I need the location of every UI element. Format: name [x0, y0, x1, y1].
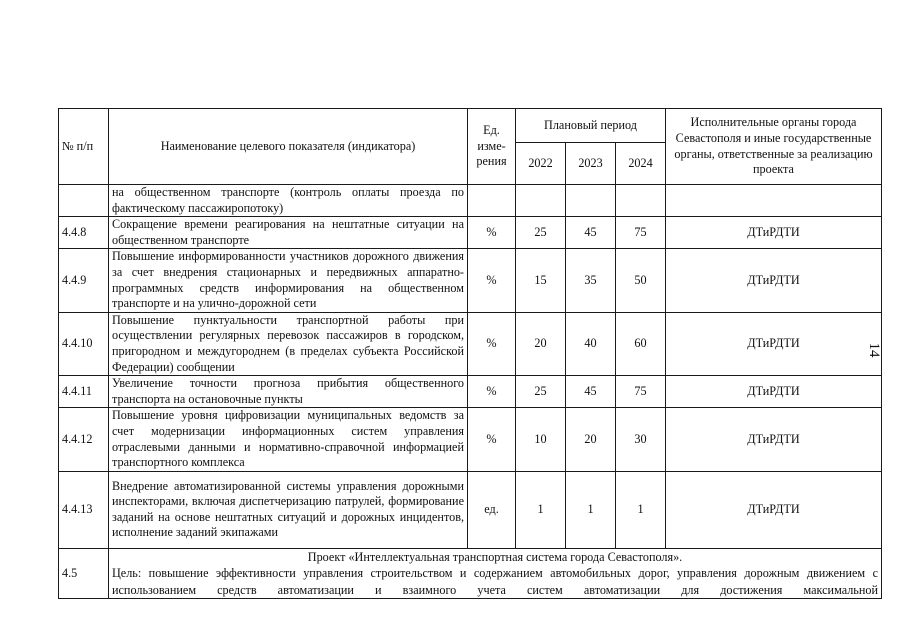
project-num: 4.5: [59, 548, 109, 599]
row-num: [59, 185, 109, 217]
project-row: [59, 548, 882, 599]
row-value-2024: 50: [616, 249, 666, 312]
table-row: [59, 408, 882, 471]
row-value-2022: 1: [516, 471, 566, 548]
row-value-2024: 75: [616, 376, 666, 408]
header-name: Наименование целевого показателя (индикатора): [109, 109, 468, 185]
row-name: Повышение информированности участников дорожного движения за счет внедрения стационарных и передвижных аппаратно-программных средств информирования на общественном транспорте и на улично-дорожной сети: [109, 249, 468, 312]
row-num: 4.4.12: [59, 408, 109, 471]
row-value-2024: 60: [616, 312, 666, 375]
row-name: на общественном транспорте (контроль оплаты проезда по фактическому пассажиропотоку): [109, 185, 468, 217]
row-value-2024: 30: [616, 408, 666, 471]
row-name: Внедрение автоматизированной системы управления дорожными инспекторами, включая диспетчеризацию патрулей, формирование заданий на основе нештатных ситуаций и дорожных инцидентов, исполнение заданий экипажами: [109, 471, 468, 548]
row-num: 4.4.13: [59, 471, 109, 548]
row-name: Повышение пунктуальности транспортной работы при осуществлении регулярных перевозок пассажиров в городском, пригородном и междугороднем (в пределах субъекта Российской Федерации) сообщении: [109, 312, 468, 375]
table-row: [59, 217, 882, 249]
row-executor: ДТиРДТИ: [666, 408, 882, 471]
row-value-2022: 25: [516, 217, 566, 249]
page-number: 14: [866, 342, 882, 358]
table-row: [59, 312, 882, 375]
row-value-2023: [566, 185, 616, 217]
row-unit: %: [468, 312, 516, 375]
row-value-2023: 1: [566, 471, 616, 548]
row-value-2024: 75: [616, 217, 666, 249]
row-unit: %: [468, 408, 516, 471]
table-row: [59, 376, 882, 408]
table-row: [59, 471, 882, 548]
indicators-table: [58, 108, 882, 599]
row-num: 4.4.10: [59, 312, 109, 375]
row-value-2023: 40: [566, 312, 616, 375]
row-executor: [666, 185, 882, 217]
row-name: Увеличение точности прогноза прибытия общественного транспорта на остановочные пункты: [109, 376, 468, 408]
row-value-2024: 1: [616, 471, 666, 548]
row-value-2022: 15: [516, 249, 566, 312]
row-value-2023: 45: [566, 217, 616, 249]
row-num: 4.4.11: [59, 376, 109, 408]
header-year-2023: 2023: [566, 143, 616, 185]
row-value-2024: [616, 185, 666, 217]
row-executor: ДТиРДТИ: [666, 312, 882, 375]
row-unit: ед.: [468, 471, 516, 548]
row-unit: %: [468, 217, 516, 249]
header-plan-period: Плановый период: [516, 109, 666, 143]
row-executor: ДТиРДТИ: [666, 217, 882, 249]
row-num: 4.4.9: [59, 249, 109, 312]
row-unit: %: [468, 249, 516, 312]
table-row: [59, 249, 882, 312]
row-value-2022: 25: [516, 376, 566, 408]
row-name: Сокращение времени реагирования на нештатные ситуации на общественном транспорте: [109, 217, 468, 249]
row-value-2022: [516, 185, 566, 217]
row-value-2023: 20: [566, 408, 616, 471]
header-unit: Ед. изме-рения: [468, 109, 516, 185]
header-year-2024: 2024: [616, 143, 666, 185]
row-value-2023: 35: [566, 249, 616, 312]
header-executors: Исполнительные органы города Севастополя и иные государственные органы, ответственные за реализацию проекта: [666, 109, 882, 185]
row-unit: %: [468, 376, 516, 408]
row-value-2023: 45: [566, 376, 616, 408]
project-goal: Цель: повышение эффективности управления строительством и содержанием автомобильных дорог, управления дорожным движением с использованием средств автоматизации и взаимного учета систем автоматизации для достижения максимальной: [112, 566, 878, 597]
row-unit: [468, 185, 516, 217]
header-row-top: [59, 109, 882, 143]
table-row: [59, 185, 882, 217]
row-value-2022: 20: [516, 312, 566, 375]
header-year-2022: 2022: [516, 143, 566, 185]
row-name: Повышение уровня цифровизации муниципальных ведомств за счет модернизации информационных систем управления отраслевыми данными и нормативно-справочной информацией транспортного комплекса: [109, 408, 468, 471]
row-executor: ДТиРДТИ: [666, 471, 882, 548]
row-num: 4.4.8: [59, 217, 109, 249]
project-description: [109, 548, 882, 599]
row-value-2022: 10: [516, 408, 566, 471]
row-executor: ДТиРДТИ: [666, 249, 882, 312]
row-executor: ДТиРДТИ: [666, 376, 882, 408]
project-title: Проект «Интеллектуальная транспортная система города Севастополя».: [307, 549, 683, 564]
header-num: № п/п: [59, 109, 109, 185]
